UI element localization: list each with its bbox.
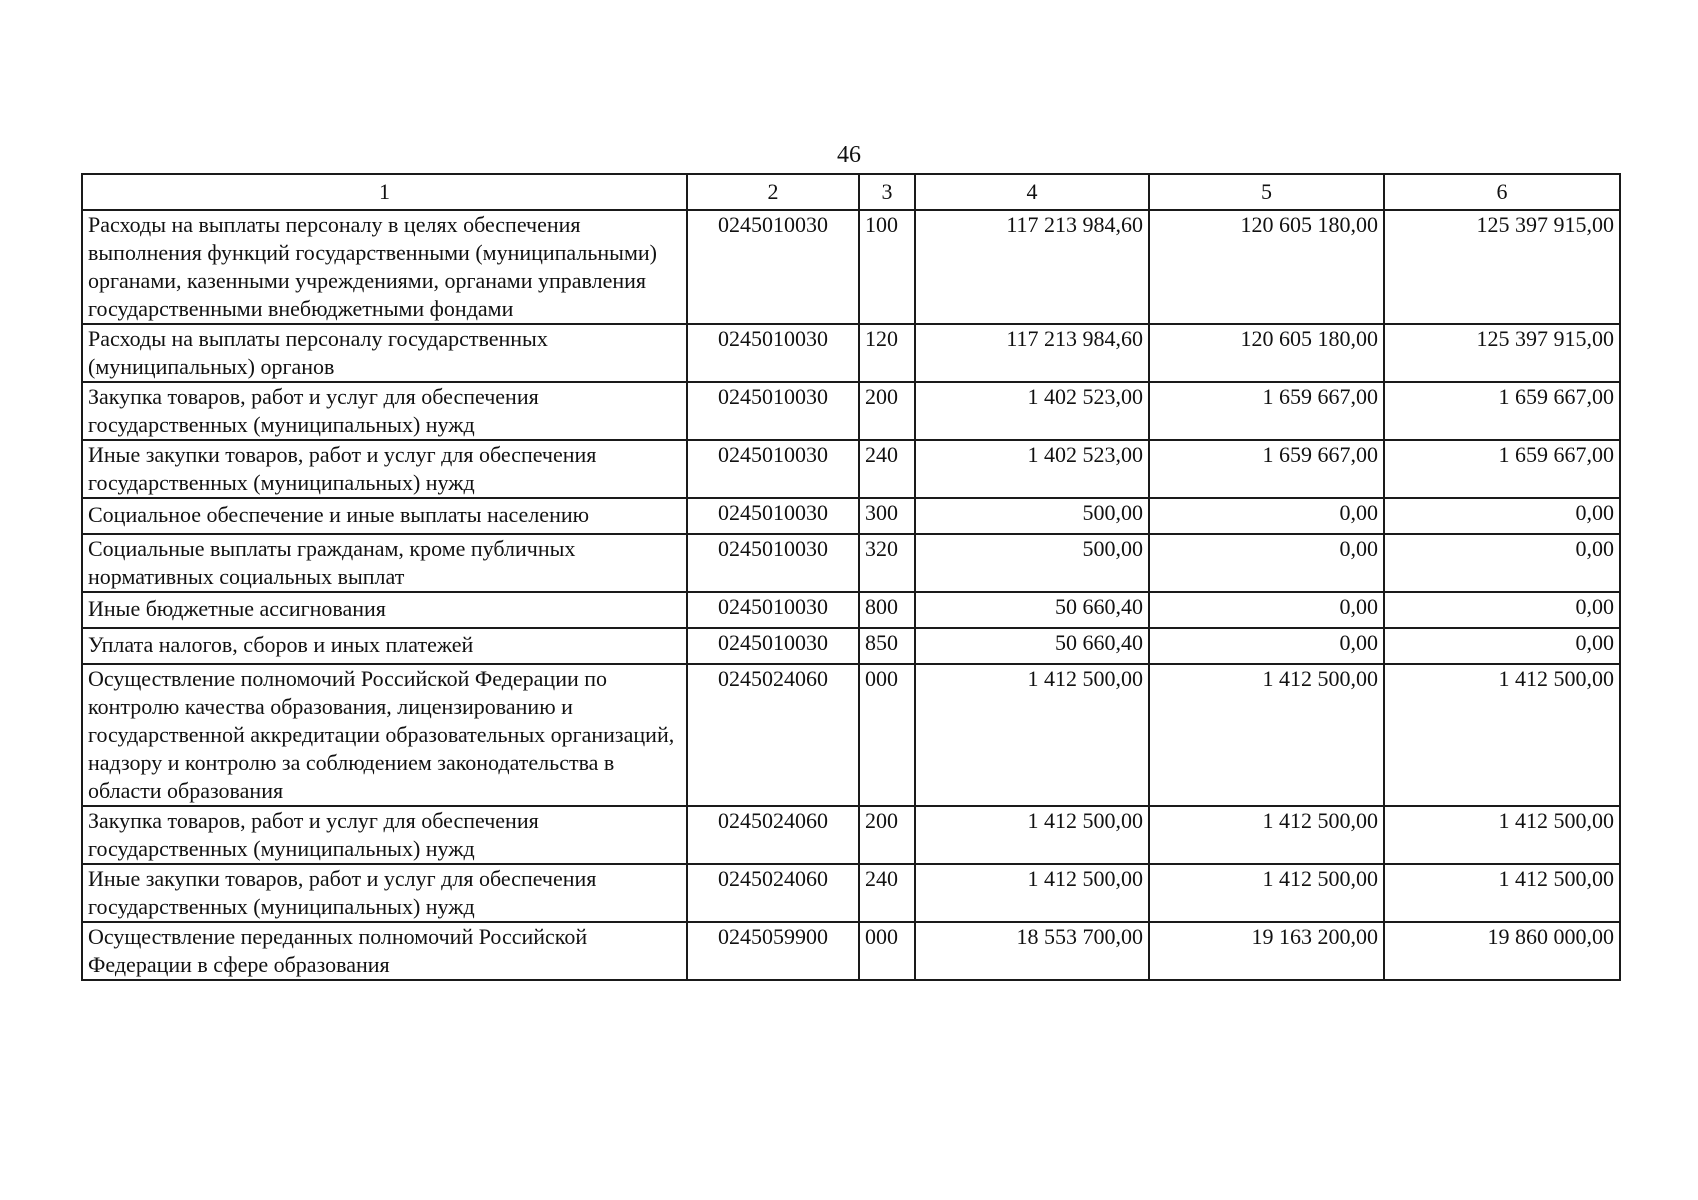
row-name: Социальные выплаты гражданам, кроме публичных нормативных социальных выплат — [82, 534, 687, 592]
row-value-4: 1 402 523,00 — [915, 382, 1149, 440]
row-value-4: 500,00 — [915, 498, 1149, 534]
row-name: Иные закупки товаров, работ и услуг для обеспечения государственных (муниципальных) нужд — [82, 440, 687, 498]
row-value-5: 120 605 180,00 — [1149, 210, 1384, 324]
row-value-6: 1 659 667,00 — [1384, 382, 1620, 440]
row-code: 0245010030 — [687, 498, 859, 534]
row-code: 0245059900 — [687, 922, 859, 980]
row-type: 240 — [859, 440, 915, 498]
row-name: Осуществление переданных полномочий Российской Федерации в сфере образования — [82, 922, 687, 980]
row-code: 0245024060 — [687, 806, 859, 864]
row-type: 300 — [859, 498, 915, 534]
table-row — [82, 922, 1620, 980]
table-row — [82, 664, 1620, 806]
row-value-5: 0,00 — [1149, 592, 1384, 628]
header-row — [82, 174, 1620, 210]
table-row — [82, 210, 1620, 324]
table-row — [82, 324, 1620, 382]
row-value-5: 0,00 — [1149, 628, 1384, 664]
header-col-2: 2 — [687, 174, 859, 210]
row-code: 0245010030 — [687, 628, 859, 664]
table-row — [82, 864, 1620, 922]
row-value-6: 0,00 — [1384, 534, 1620, 592]
row-name: Расходы на выплаты персоналу в целях обеспечения выполнения функций государственными (муниципальными) органами, казенными учреждениями, органами управления государственными внебюджетными фондами — [82, 210, 687, 324]
row-name: Расходы на выплаты персоналу государственных (муниципальных) органов — [82, 324, 687, 382]
table-row — [82, 534, 1620, 592]
row-type: 000 — [859, 922, 915, 980]
row-value-5: 0,00 — [1149, 534, 1384, 592]
row-value-6: 1 659 667,00 — [1384, 440, 1620, 498]
row-value-5: 120 605 180,00 — [1149, 324, 1384, 382]
row-value-6: 0,00 — [1384, 628, 1620, 664]
header-col-1: 1 — [82, 174, 687, 210]
budget-table — [81, 173, 1621, 981]
row-value-5: 1 659 667,00 — [1149, 382, 1384, 440]
table-row — [82, 440, 1620, 498]
row-name: Осуществление полномочий Российской Федерации по контролю качества образования, лицензированию и государственной аккредитации образовательных организаций, надзору и контролю за соблюдением законодательства в области образования — [82, 664, 687, 806]
row-code: 0245010030 — [687, 382, 859, 440]
header-col-6: 6 — [1384, 174, 1620, 210]
row-value-4: 50 660,40 — [915, 628, 1149, 664]
row-value-4: 1 412 500,00 — [915, 864, 1149, 922]
row-value-4: 117 213 984,60 — [915, 324, 1149, 382]
table-row — [82, 806, 1620, 864]
row-value-6: 0,00 — [1384, 498, 1620, 534]
row-type: 000 — [859, 664, 915, 806]
row-value-5: 1 412 500,00 — [1149, 806, 1384, 864]
table-row — [82, 382, 1620, 440]
row-name: Уплата налогов, сборов и иных платежей — [82, 628, 687, 664]
row-value-4: 18 553 700,00 — [915, 922, 1149, 980]
table-row — [82, 592, 1620, 628]
row-value-6: 1 412 500,00 — [1384, 664, 1620, 806]
row-code: 0245010030 — [687, 440, 859, 498]
row-value-6: 1 412 500,00 — [1384, 864, 1620, 922]
row-value-5: 1 659 667,00 — [1149, 440, 1384, 498]
header-col-5: 5 — [1149, 174, 1384, 210]
row-code: 0245024060 — [687, 864, 859, 922]
row-code: 0245010030 — [687, 592, 859, 628]
row-value-4: 117 213 984,60 — [915, 210, 1149, 324]
table-row — [82, 628, 1620, 664]
row-type: 800 — [859, 592, 915, 628]
row-code: 0245010030 — [687, 324, 859, 382]
row-value-6: 0,00 — [1384, 592, 1620, 628]
row-value-6: 19 860 000,00 — [1384, 922, 1620, 980]
row-type: 320 — [859, 534, 915, 592]
table-row — [82, 498, 1620, 534]
page-number: 46 — [837, 142, 861, 168]
row-value-4: 50 660,40 — [915, 592, 1149, 628]
row-name: Социальное обеспечение и иные выплаты населению — [82, 498, 687, 534]
row-code: 0245024060 — [687, 664, 859, 806]
row-type: 200 — [859, 382, 915, 440]
header-col-3: 3 — [859, 174, 915, 210]
row-value-4: 1 412 500,00 — [915, 664, 1149, 806]
row-code: 0245010030 — [687, 534, 859, 592]
row-name: Закупка товаров, работ и услуг для обеспечения государственных (муниципальных) нужд — [82, 382, 687, 440]
row-value-6: 125 397 915,00 — [1384, 324, 1620, 382]
row-type: 850 — [859, 628, 915, 664]
header-col-4: 4 — [915, 174, 1149, 210]
row-value-6: 125 397 915,00 — [1384, 210, 1620, 324]
row-code: 0245010030 — [687, 210, 859, 324]
row-value-4: 500,00 — [915, 534, 1149, 592]
row-value-5: 19 163 200,00 — [1149, 922, 1384, 980]
row-value-5: 1 412 500,00 — [1149, 864, 1384, 922]
row-value-6: 1 412 500,00 — [1384, 806, 1620, 864]
row-type: 120 — [859, 324, 915, 382]
row-name: Закупка товаров, работ и услуг для обеспечения государственных (муниципальных) нужд — [82, 806, 687, 864]
row-name: Иные закупки товаров, работ и услуг для обеспечения государственных (муниципальных) нужд — [82, 864, 687, 922]
row-value-5: 0,00 — [1149, 498, 1384, 534]
row-type: 240 — [859, 864, 915, 922]
row-type: 100 — [859, 210, 915, 324]
row-value-4: 1 402 523,00 — [915, 440, 1149, 498]
row-type: 200 — [859, 806, 915, 864]
row-value-4: 1 412 500,00 — [915, 806, 1149, 864]
row-name: Иные бюджетные ассигнования — [82, 592, 687, 628]
row-value-5: 1 412 500,00 — [1149, 664, 1384, 806]
